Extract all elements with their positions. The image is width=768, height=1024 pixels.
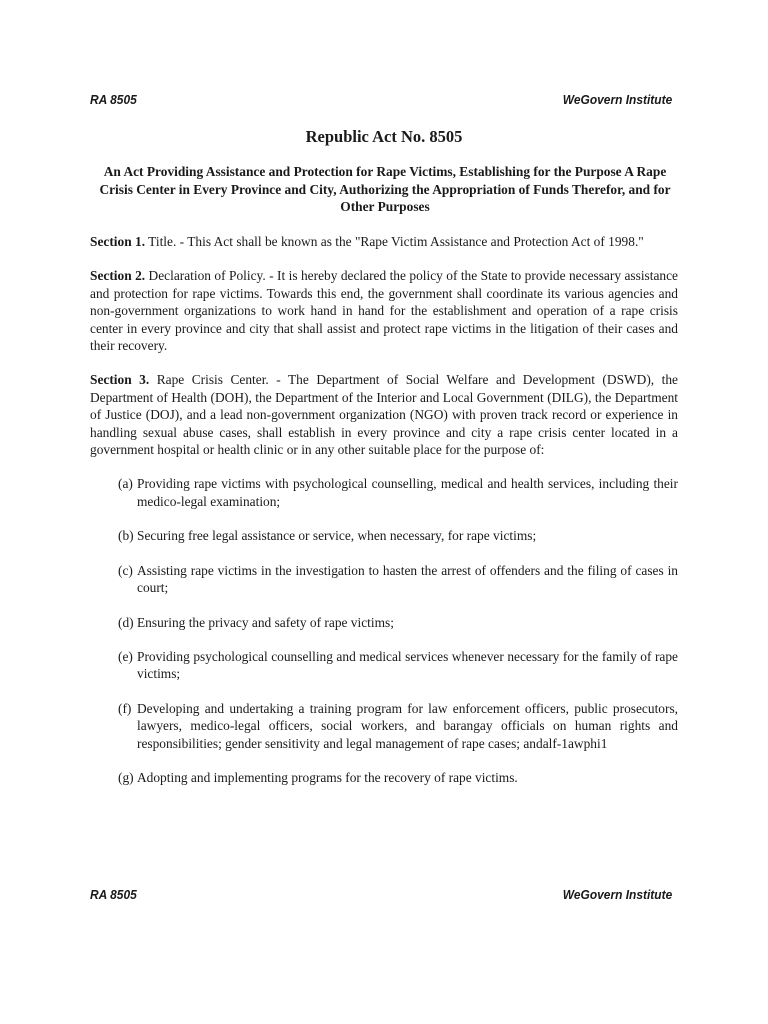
list-item-text: Assisting rape victims in the investigation to hasten the arrest of offenders and the filing of cases in court; (137, 562, 678, 596)
footer-left: RA 8505 (90, 887, 137, 902)
purpose-list (90, 475, 678, 786)
list-item-text: Ensuring the privacy and safety of rape victims; (137, 614, 394, 630)
section-2-text: Declaration of Policy. - It is hereby declared the policy of the State to provide necessary assistance and protection for rape victims. Towards this end, the government shall coordinate its various agencies and non-government organizations to work hand in hand for the establishment and operation of a rape crisis center in every province and city that shall assist and protect rape victims in the litigation of their cases and their recovery. (90, 268, 678, 354)
list-item (118, 769, 678, 786)
section-2 (90, 267, 678, 354)
list-item (118, 475, 678, 510)
list-item (118, 700, 678, 752)
list-item (118, 614, 678, 631)
section-1 (90, 233, 678, 250)
header-left: RA 8505 (90, 92, 137, 107)
document-subtitle: An Act Providing Assistance and Protection for Rape Victims, Establishing for the Purpose A Rape Crisis Center in Every Province and City, Authorizing the Appropriation of Funds Therefor, and for Other Purposes (99, 164, 671, 214)
list-item-marker: (b) (118, 528, 134, 544)
section-2-label: Section 2. (90, 268, 146, 284)
list-item-marker: (f) (118, 700, 132, 716)
list-item-marker: (e) (118, 648, 133, 664)
list-item-text: Securing free legal assistance or service, when necessary, for rape victims; (137, 528, 537, 544)
section-3-text: Rape Crisis Center. - The Department of Social Welfare and Development (DSWD), the Department of Health (DOH), the Department of the Interior and Local Government (DILG), the Department of Justice (DOJ), and a lead non-government organization (NGO) with proven track record or experience in handling sexual abuse cases, shall establish in every province and city a rape crisis center located in a government hospital or health clinic or in any other suitable place for the purpose of: (90, 372, 678, 458)
page-header (90, 92, 673, 107)
page-footer (90, 887, 673, 902)
list-item (118, 527, 678, 544)
document-title: Republic Act No. 8505 (305, 127, 463, 146)
list-item-text: Providing psychological counselling and medical services whenever necessary for the family of rape victims; (137, 648, 678, 682)
list-item (118, 648, 678, 683)
header-right: WeGovern Institute (562, 92, 673, 107)
section-1-text: Title. - This Act shall be known as the "Rape Victim Assistance and Protection Act of 1998." (145, 234, 644, 249)
list-item (118, 562, 678, 597)
document-body (90, 233, 678, 803)
list-item-text: Providing rape victims with psychological counselling, medical and health services, including their medico-legal examination; (137, 476, 678, 509)
list-item-marker: (c) (118, 562, 133, 578)
footer-right: WeGovern Institute (562, 887, 673, 902)
list-item-text: Adopting and implementing programs for the recovery of rape victims. (137, 769, 518, 785)
list-item-marker: (g) (118, 769, 134, 785)
list-item-marker: (a) (118, 476, 133, 492)
section-3-label: Section 3. (90, 372, 150, 388)
list-item-text: Developing and undertaking a training program for law enforcement officers, public prosecutors, lawyers, medico-legal officers, social workers, and barangay officials on human rights and responsibilities; gender sensitivity and legal management of rape cases; andalf-1awphi1 (137, 700, 678, 751)
section-1-label: Section 1. (90, 234, 146, 249)
section-3 (90, 371, 678, 458)
list-item-marker: (d) (118, 614, 134, 630)
